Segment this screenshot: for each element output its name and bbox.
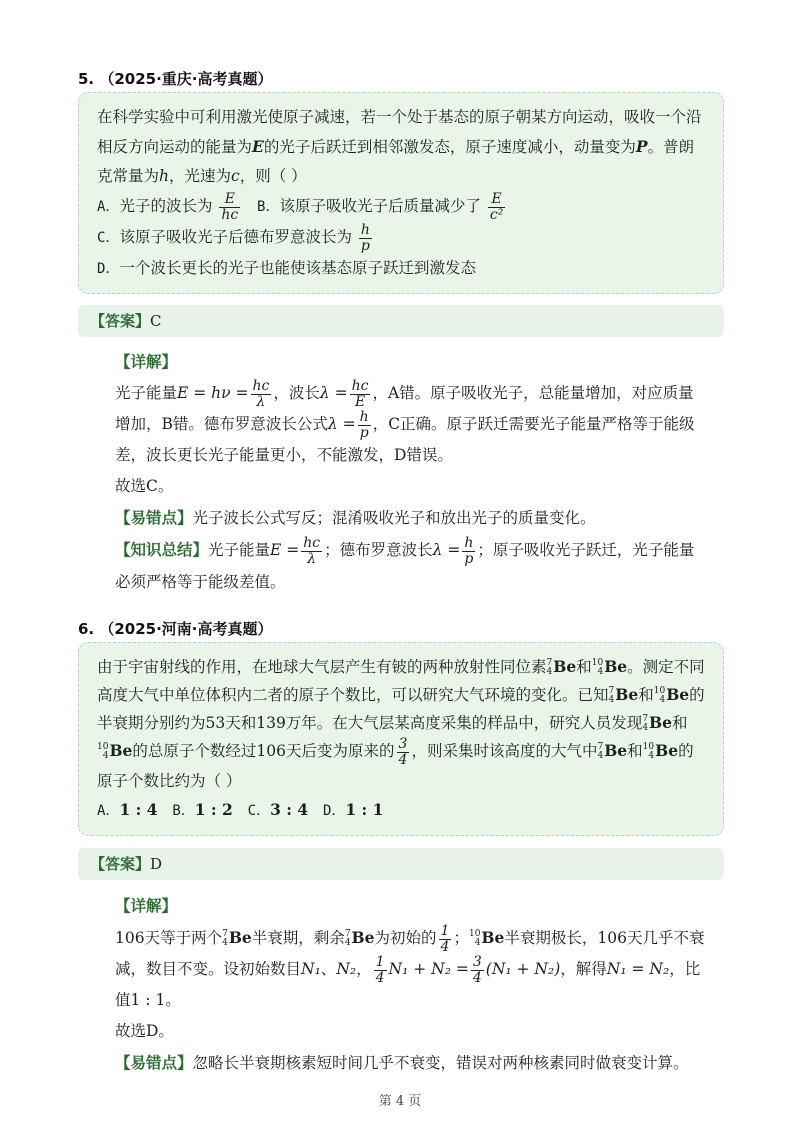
question-6-header: 6. （2025·河南·高考真题）	[78, 620, 273, 638]
question-6-answer: 【答案】D	[78, 848, 724, 880]
question-5-stem: 在科学实验中可利用激光使原子减速，若一个处于基态的原子朝某方向运动，吸收一个沿相反方向运动的能量为E的光子后跃迁到相邻激发态，原子速度减小，动量变为P。普朗克常量为h，光速为c，则（ ）	[97, 108, 702, 185]
question-6-options: A．1 : 4 B．1 : 2 C．3 : 4 D．1 : 1	[97, 800, 384, 820]
question-6-stem: 由于宇宙射线的作用，在地球大气层产生有铍的两种放射性同位素 7 4 Be和 10 4 Be。测定不同高度大气中单位体积内二者的原子个数比，可以研究大气环境的变化。已知 7 4 Be和 10 4 Be的半衰期分别约为53天和139万年。在大气层某高度采集的样品中，研究人员发现 7 4 Be和 10 4 Be的总原子个数经过106天后变为原来的 $\frac{3}{4}$ ，则采集时该高度的大气中 7 4 Be和 10 4 Be的原子个数比约为（ ）	[97, 657, 705, 791]
question-5-option-c: C．该原子吸收光子后德布罗意波长为 $\frac{h}{p}$	[97, 222, 370, 254]
question-5-box	[78, 92, 724, 294]
question-6-box	[78, 642, 724, 836]
question-5-header: 5. （2025·重庆·高考真题）	[78, 70, 273, 88]
question-5-options-ab: A．光子的波长为 $\frac{E}{hc}$ B．该原子吸收光子后质量减少了 $\frac{E}{\text{c²}}$	[97, 190, 504, 223]
page-footer: 第 4 页	[378, 1094, 422, 1109]
question-5-option-d: D．一个波长更长的光子也能使该基态原子跃迁到激发态	[97, 259, 476, 278]
question-6-detail: 【详解】 106天等于两个 7 4 Be半衰期，剩余 7 4 Be为初始的 $\frac{1}{4}$ ； 10 4 Be半衰期极长，106天几乎不衰减，数目不变。设初始数目N₁、N₂， $\frac{1}{4}$ N₁ + N₂ = $\frac{3}{4}$ (N₁ + N₂)，解得N₁ = N₂，比值1 : 1。 故选D。 【易错点】忽略长半衰期核素短时间几乎不衰变，错误对两种核素同时做衰变计算。	[115, 896, 705, 1073]
question-5-detail: 【详解】 光子能量E = hν = $\frac{hc}{\lambda}$ ，波长λ = $\frac{hc}{E}$ ，A错。原子吸收光子，总能量增加，对应质量增加，B错。德布罗意波长公式λ = $\frac{h}{p}$ ，C正确。原子跃迁需要光子能量严格等于能级差，波长更长光子能量更小，不能激发，D错误。 故选C。 【易错点】光子波长公式写反；混淆吸收光子和放出光子的质量变化。 【知识总结】光子能量E = $\frac{hc}{\lambda}$ ；德布罗意波长λ = $\frac{h}{p}$ ；原子吸收光子跃迁，光子能量必须严格等于能级差值。	[115, 352, 695, 591]
question-5-answer: 【答案】C	[78, 305, 724, 337]
